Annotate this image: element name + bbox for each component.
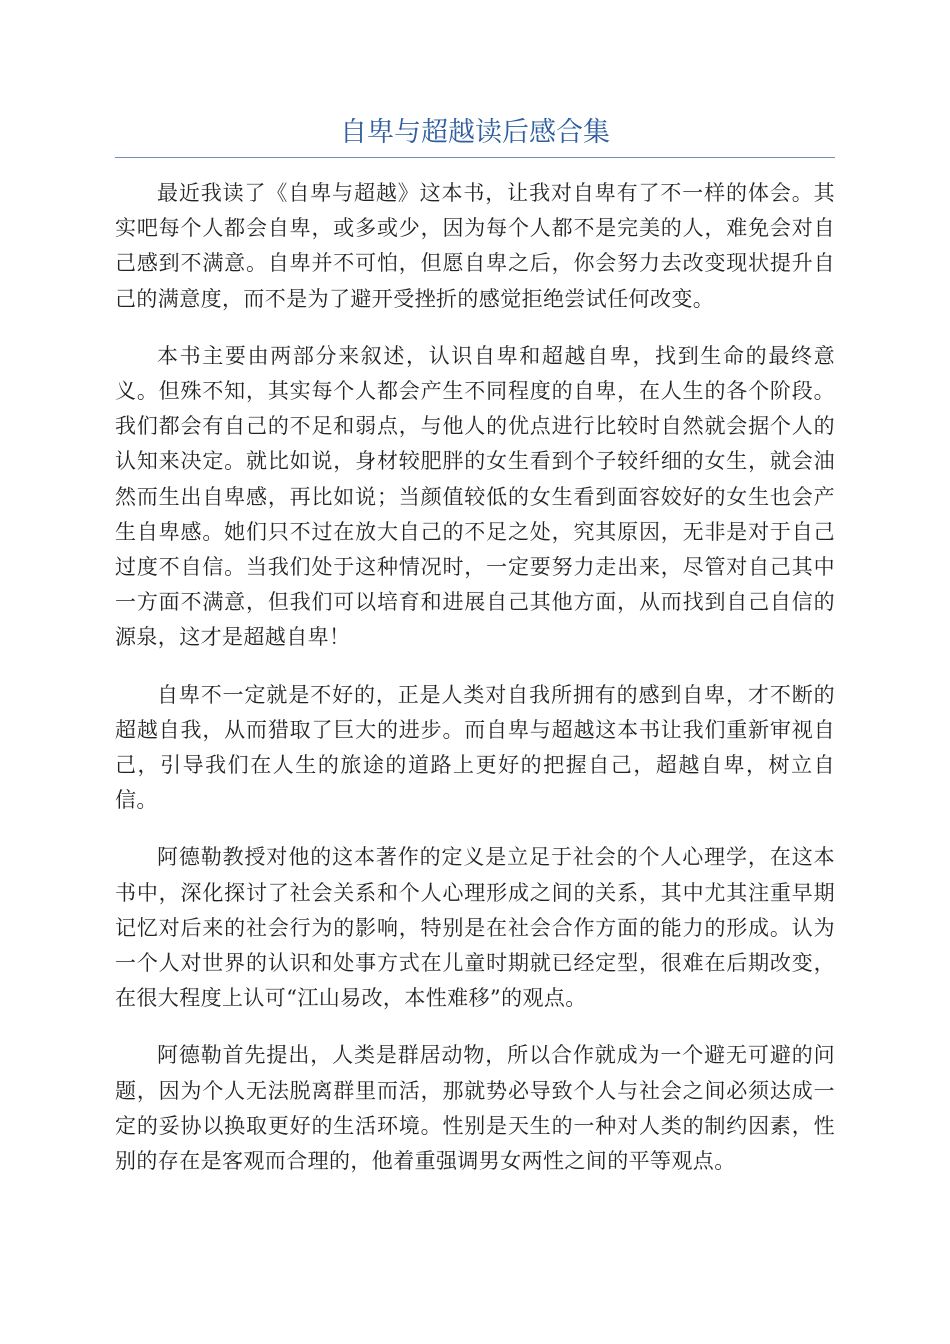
paragraph: 阿德勒教授对他的这本著作的定义是立足于社会的个人心理学，在这本书中，深化探讨了社会关系和个人心理形成之间的关系，其中尤其注重早期记忆对后来的社会行为的影响，特别是在社会合作方面的能力的形成。认为一个人对世界的认识和处事方式在儿童时期就已经定型，很难在后期改变，在很大程度上认可“江山易改，本性难移”的观点。 [115,845,835,1011]
paragraph: 最近我读了《自卑与超越》这本书，让我对自卑有了不一样的体会。其实吧每个人都会自卑，或多或少，因为每个人都不是完美的人，难免会对自己感到不满意。自卑并不可怕，但愿自卑之后，你会努力去改变现状提升自己的满意度，而不是为了避开受挫折的感觉拒绝尝试任何改变。 [115,181,835,311]
document-title: 自卑与超越读后感合集 [115,116,835,158]
paragraph: 阿德勒首先提出，人类是群居动物，所以合作就成为一个避无可避的问题，因为个人无法脱离群里而活，那就势必导致个人与社会之间必须达成一定的妥协以换取更好的生活环境。性别是天生的一种对人类的制约因素，性别的存在是客观而合理的，他着重强调男女两性之间的平等观点。 [115,1043,835,1174]
paragraph: 本书主要由两部分来叙述，认识自卑和超越自卑，找到生命的最终意义。但殊不知，其实每个人都会产生不同程度的自卑，在人生的各个阶段。我们都会有自己的不足和弱点，与他人的优点进行比较时自然就会据个人的认知来决定。就比如说，身材较肥胖的女生看到个子较纤细的女生，就会油然而生出自卑感，再比如说；当颜值较低的女生看到面容姣好的女生也会产生自卑感。她们只不过在放大自己的不足之处，究其原因，无非是对于自己过度不自信。当我们处于这种情况时，一定要努力走出来，尽管对自己其中一方面不满意，但我们可以培育和进展自己其他方面，从而找到自己自信的源泉，这才是超越自卑！ [115,343,835,650]
paragraph: 自卑不一定就是不好的，正是人类对自我所拥有的感到自卑，才不断的超越自我，从而猎取了巨大的进步。而自卑与超越这本书让我们重新审视自己，引导我们在人生的旅途的道路上更好的把握自己，超越自卑，树立自信。 [115,682,835,813]
document-body [115,176,835,1179]
document-page [115,0,835,1201]
